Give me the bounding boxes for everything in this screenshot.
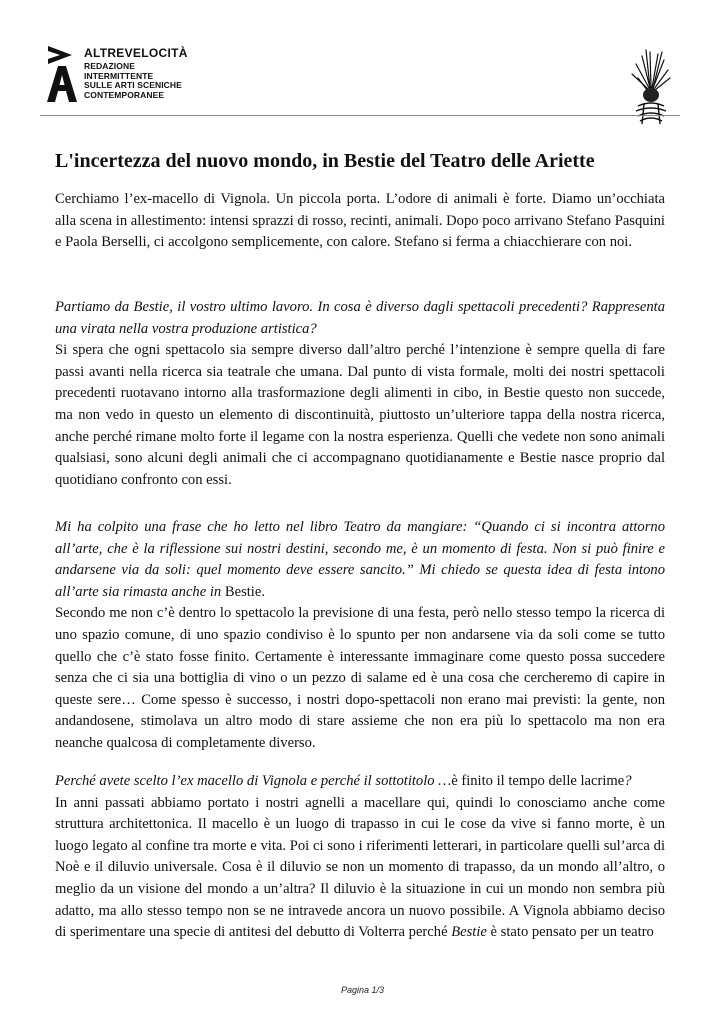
intro-paragraph: Cerchiamo l’ex-macello di Vignola. Un piccola porta. L’odore di animali è forte. Diamo un’occhiata alla scena in allestimento: intensi sprazzi di rosso, recinti, animali. Dopo poco arrivano Stefano Pasquini e Paola Berselli, ci accolgono semplicemente, con calore. Stefano si ferma a chiacchierare con noi. — [55, 191, 665, 251]
interview-block-3 — [55, 771, 665, 944]
question-2: Mi ha colpito una frase che ho letto nel libro Teatro da mangiare: “Quando ci si incontra attorno all’arte, che è la riflessione sui nostri destini, secondo me, è un momento di festa. Non si può finire e andarsene via da soli: quel momento deve essere sancito.” Mi chiedo se questa idea di festa intono all’arte sia rimasta anche in — [55, 519, 665, 600]
interview-block-2 — [55, 517, 665, 755]
article-title: L'incertezza del nuovo mondo, in Bestie del Teatro delle Ariette — [55, 150, 595, 172]
logo-line: SULLE ARTI SCENICHE — [84, 80, 182, 90]
answer-3-tail: è stato pensato per un teatro — [490, 924, 654, 941]
logo-line: CONTEMPORANEE — [84, 89, 165, 100]
logo-line: REDAZIONE — [84, 61, 135, 71]
page-number: Pagina 1/3 — [340, 985, 385, 995]
question-3-subtitle: è finito il tempo delle lacrime — [451, 773, 625, 789]
answer-1: Si spera che ogni spettacolo sia sempre diverso dall’altro perché l’intenzione è sempre quella di fare passi avanti nella ricerca sia teatrale che umana. Dal punto di vista formale, molti dei nostri spettacoli precedenti ruotavano intorno alla trasformazione degli alimenti in cibo, in Bestie questo non succede, ma non vedo in questo un elemento di discontinuità, piuttosto un’ulteriore tappa della nostra ricerca, anche perché rimane molto forte il legame con la nostra esperienza. Quelli che vedete non sono animali qualsiasi, sono alcuni degli animali che ci accompagnano quotidianamente e Bestie nasce proprio dal quotidiano confronto con essi. — [55, 342, 665, 488]
question-3-end: ? — [624, 773, 632, 789]
interview-block-1 — [55, 297, 665, 491]
page-header — [0, 0, 725, 130]
answer-2: Secondo me non c’è dentro lo spettacolo la previsione di una festa, però nello stesso tempo la ricerca di uno spazio comune, di uno spazio condiviso è lo spunto per non andarsene via da soli come se tutto quello che c’è stato fosse finito. Certamente è interessante immaginare come questo possa succedere senza che ci sia una bottiglia di vino o un pezzo di salame ed è una cosa che cercheremo di capire in queste sere… Come spesso è successo, i nostri dopo-spettacoli non erano mai previsti: la gente, non andandosene, stimolava un altro modo di stare assieme che non era più lo spettacolo ma non era neanche qualcosa di completamente diverso. — [55, 605, 665, 751]
logo-line: INTERMITTENTE — [84, 70, 154, 81]
logo-name: ALTREVELOCITÀ — [84, 46, 188, 60]
logo-text — [84, 47, 188, 100]
altrevelocita-logo-icon — [42, 44, 80, 104]
answer-3-title: Bestie — [451, 924, 487, 941]
question-2-end: Bestie. — [224, 583, 265, 600]
question-1: Partiamo da Bestie, il vostro ultimo lavoro. In cosa è diverso dagli spettacoli precedenti? Rappresenta una virata nella vostra produzione artistica? — [55, 299, 665, 337]
answer-3: In anni passati abbiamo portato i nostri agnelli a macellare qui, quindi lo conosciamo anche come struttura architettonica. Il macello è un luogo di trapasso in cui le cose da vive si fanno morte, è un luogo legato al confine tra morte e vita. Poi ci sono i riferimenti letterari, in particolare quelli sul’arca di Noè e il diluvio universale. Cosa è il diluvio se non un momento di trapasso, da un mondo all’altro, o meglio da un visione del mondo a un’altra? Il diluvio è la situazione in cui un mondo non sembra più adatto, ma allo stesso tempo non se ne intravede ancora un nuovo possibile. A Vignola abbiamo deciso di sperimentare una specie di antitesi del debutto di Volterra perché — [55, 794, 665, 941]
question-3: Perché avete scelto l’ex macello di Vignola e perché il sottotitolo … — [55, 773, 452, 789]
header-divider — [40, 115, 680, 116]
header-illustration-icon — [620, 48, 678, 128]
